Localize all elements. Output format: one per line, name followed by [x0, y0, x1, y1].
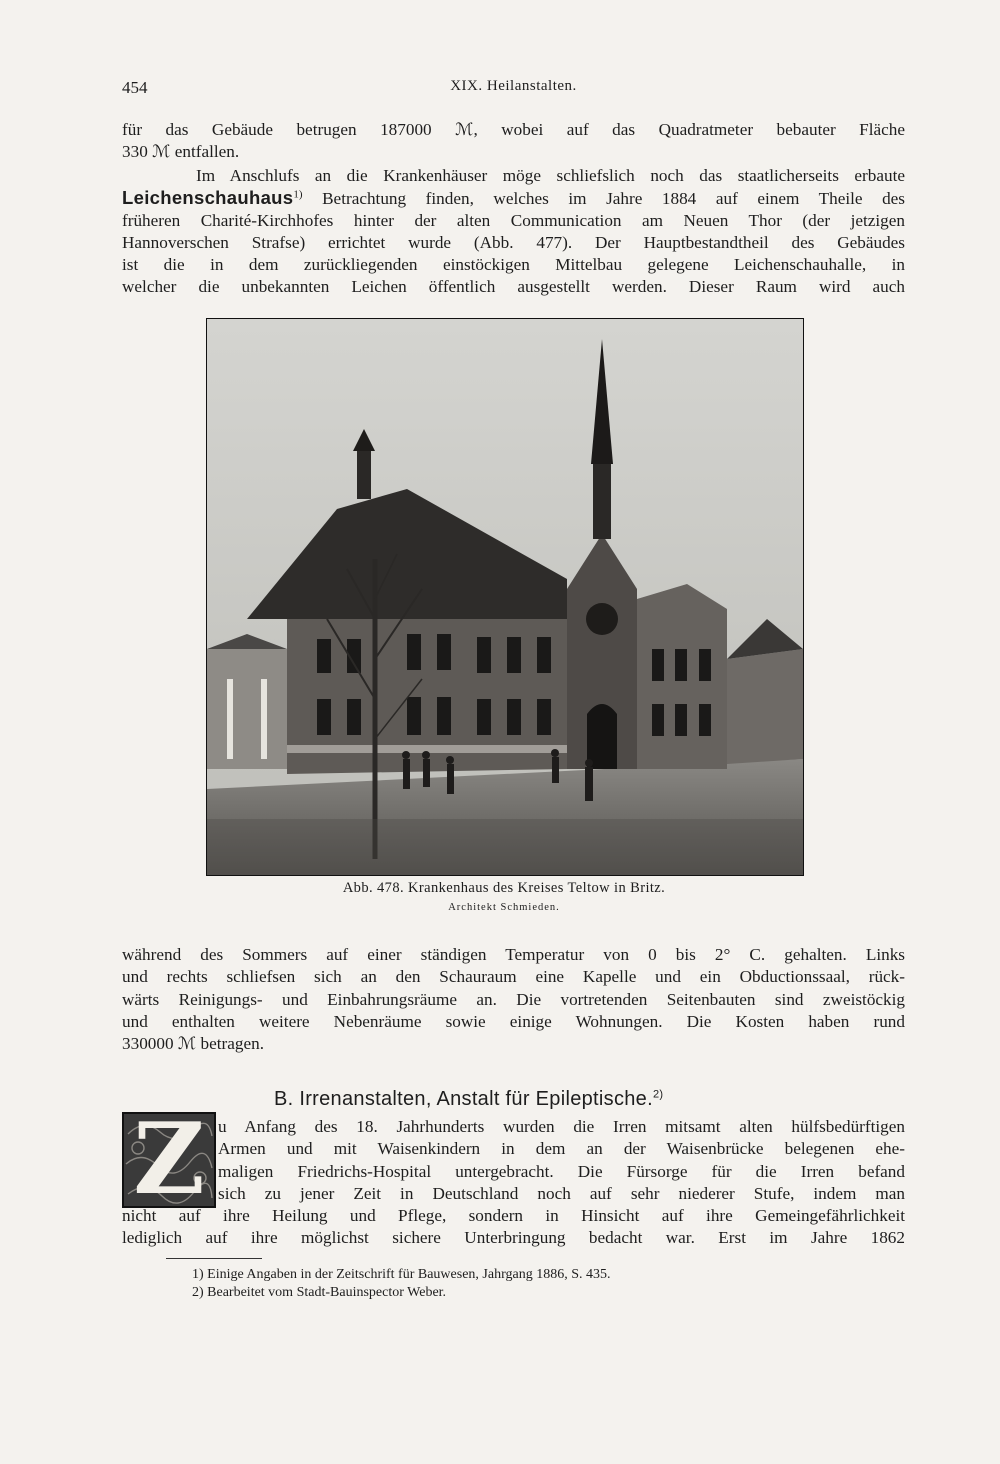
text-line: für das Gebäude betrugen 187000 ℳ, wobei auf das Quadratmeter bebauter Fläche — [122, 120, 905, 139]
text-line: 330 ℳ entfallen. — [122, 142, 240, 162]
building-illustration — [207, 319, 803, 875]
paragraph-irrenanstalten-indented — [218, 1116, 905, 1205]
text-line: nicht auf ihre Heilung und Pflege, sondern in Hinsicht auf ihre Gemeingefährlichkeit — [122, 1206, 905, 1225]
footnote-1: 1) Einige Angaben in der Zeitschrift für Bauwesen, Jahrgang 1886, S. 435. — [192, 1267, 611, 1282]
right-wing — [727, 649, 803, 764]
footnote-reference: 1) — [293, 188, 303, 201]
rose-window — [586, 603, 618, 635]
text-line: sich zu jener Zeit in Deutschland noch auf sehr niederer Stufe, indem man — [218, 1183, 905, 1203]
text-line: früheren Charité-Kirchhofes hinter der alten Communication am Neuen Thor (der jetzigen — [122, 210, 905, 230]
keyword-leichenschauhaus: Leichenschauhaus — [122, 187, 294, 209]
text-line: welcher die unbekannten Leichen öffentlich ausgestellt werden. Dieser Raum wird auch — [122, 277, 905, 297]
roof-turret — [357, 449, 371, 499]
text-line: und rechts schliefsen sich an den Schauraum eine Kapelle und ein Obductionssaal, rück- — [122, 967, 905, 987]
paragraph-building-costs — [122, 119, 905, 164]
paragraph-temperature — [122, 944, 905, 1055]
left-porch — [207, 649, 287, 769]
text-line: wärts Reinigungs- und Einbahrungsräume an. Die vortretenden Seitenbauten sind zweistöckig — [122, 989, 905, 1009]
text-line: Im Anschlufs an die Krankenhäuser möge schliefslich noch das staatlicherseits erbaute — [196, 166, 905, 185]
footnotes — [192, 1266, 610, 1302]
figure-caption: Abb. 478. Krankenhaus des Kreises Teltow in Britz. — [342, 880, 666, 896]
entrance-arch — [587, 704, 617, 769]
text-line: Armen und mit Waisenkindern in dem an der Waisenbrücke belegenen ehe- — [218, 1139, 905, 1159]
figure-credit: Architekt Schmieden. — [448, 902, 560, 913]
hospital-photograph — [206, 318, 804, 876]
text-line: Hannoverschen Strafse) errichtet wurde (Abb. 477). Der Hauptbestandtheil des Gebäudes — [122, 232, 905, 252]
footnote-2: 2) Bearbeitet vom Stadt-Bauinspector Weber. — [192, 1285, 447, 1300]
text-line: ist die in dem zurückliegenden einstöckigen Mittelbau gelegene Leichenschauhalle, in — [122, 255, 905, 275]
paragraph-leichenschauhaus — [122, 165, 905, 299]
text-line: und enthalten weitere Nebenräume sowie einige Wohnungen. Die Kosten haben rund — [122, 1011, 905, 1031]
text-line: während des Sommers auf einer ständigen Temperatur von 0 bis 2° C. gehalten. Links — [122, 945, 905, 964]
page-number: 454 — [122, 78, 148, 97]
decorative-initial — [122, 1112, 216, 1208]
initial-letter: Z — [133, 1112, 205, 1208]
footnote-divider — [166, 1258, 262, 1259]
section-title: B. Irrenanstalten, Anstalt für Epileptische. — [274, 1088, 653, 1110]
text-line: 330000 ℳ betragen. — [122, 1034, 264, 1054]
text-fragment: Betrachtung finden, welches im Jahre 1884 auf einem Theile des — [302, 189, 905, 209]
text-line: lediglich auf ihre möglichst sichere Unterbringung bedacht war. Erst im Jahre 1862 — [122, 1228, 905, 1248]
text-line: u Anfang des 18. Jahrhunderts wurden die Irren mitsamt alten hülfsbedürftigen — [218, 1117, 905, 1136]
page-header — [122, 78, 905, 102]
paragraph-irrenanstalten — [122, 1205, 905, 1250]
running-head: XIX. Heilanstalten. — [450, 78, 577, 94]
text-line: maligen Friedrichs-Hospital untergebracht. Die Fürsorge für die Irren befand — [218, 1161, 905, 1181]
text-line — [122, 187, 905, 209]
footnote-reference: 2) — [652, 1088, 664, 1101]
section-heading — [274, 1088, 663, 1111]
